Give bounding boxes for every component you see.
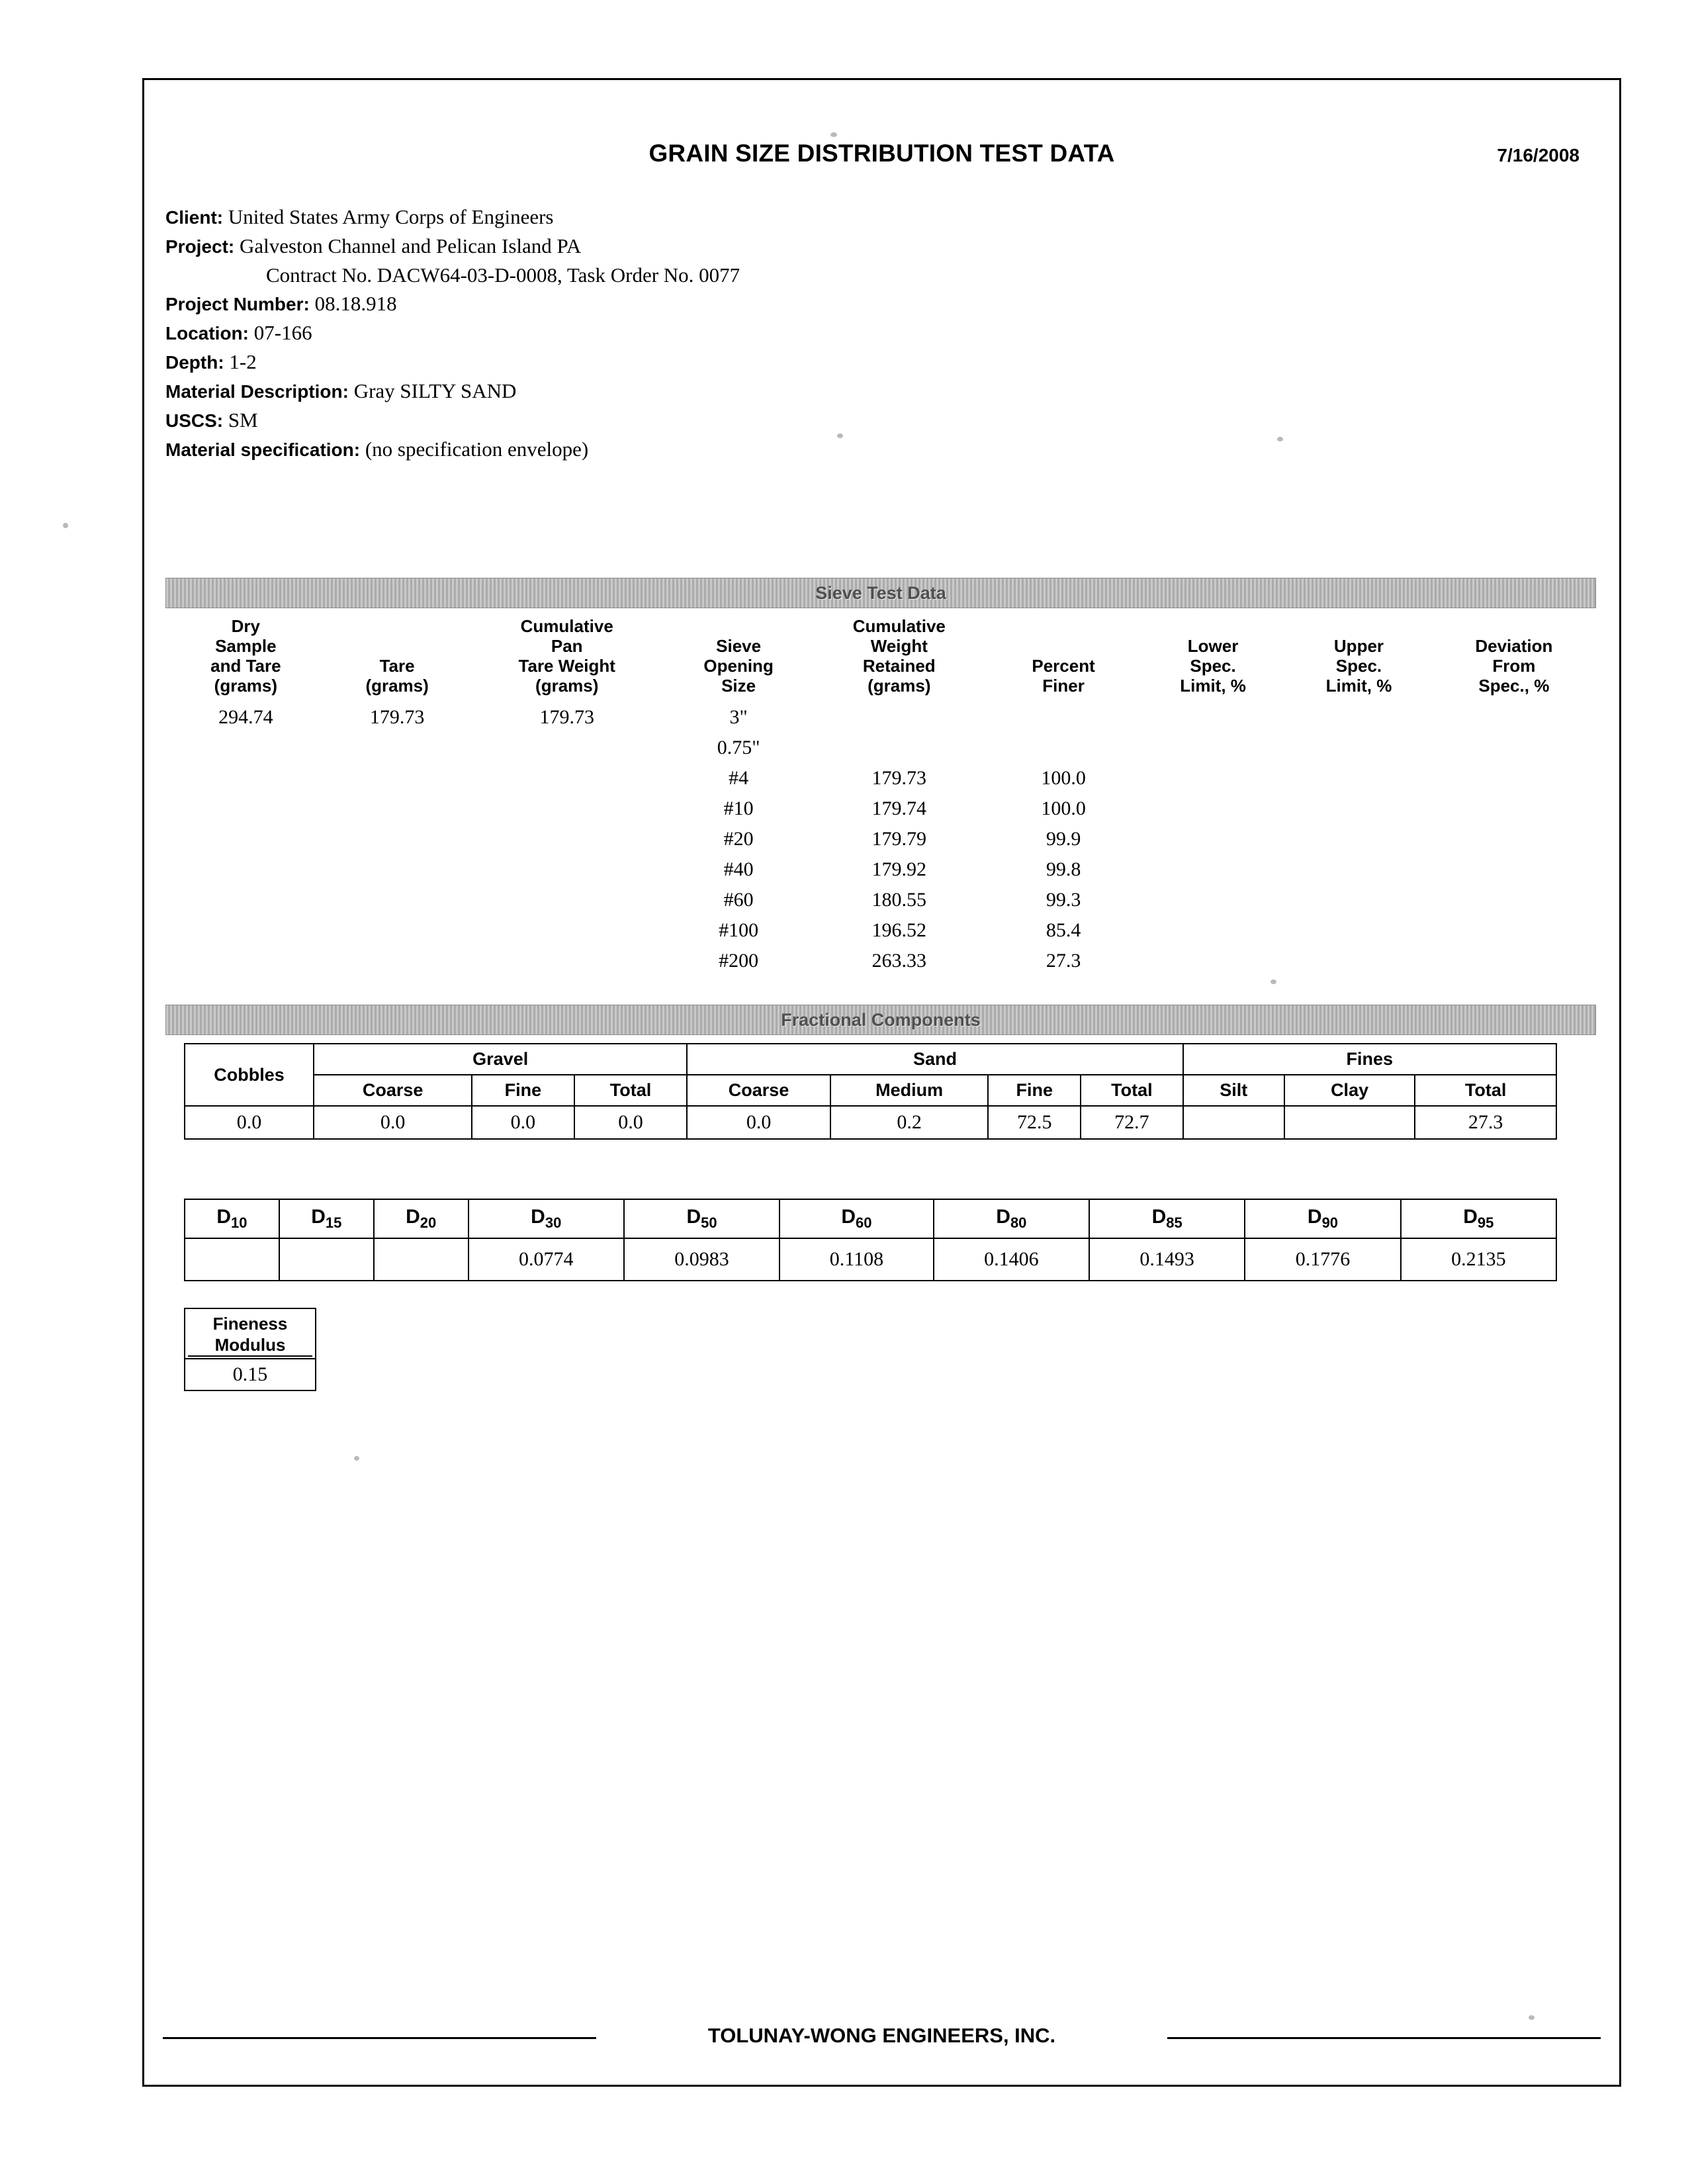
value-sand-total: 72.7 <box>1081 1106 1183 1139</box>
client-value: United States Army Corps of Engineers <box>228 205 554 228</box>
d-subscript: 50 <box>701 1214 717 1231</box>
cell-sieve: 0.75" <box>717 737 760 758</box>
cell-cum-pan <box>468 763 666 794</box>
d-subscript: 95 <box>1477 1214 1494 1231</box>
value-cobbles: 0.0 <box>185 1106 314 1139</box>
cell-deviation <box>1432 946 1596 976</box>
material-description-label: Material Description: <box>165 381 349 402</box>
table-row <box>165 733 1596 763</box>
cell-cum-weight <box>811 733 987 763</box>
cell-cum-weight <box>811 702 987 733</box>
project-line <box>165 232 1290 261</box>
hdr-text: Weight <box>870 636 928 656</box>
fineness-label-line1: Fineness <box>212 1314 288 1334</box>
scan-speck <box>1277 437 1283 441</box>
depth-value: 1-2 <box>229 350 257 373</box>
col-cumulative-weight-retained <box>811 616 987 702</box>
cell-upper <box>1286 824 1431 854</box>
header-d10 <box>185 1199 279 1238</box>
value-d30: 0.0774 <box>468 1238 624 1281</box>
header-d85 <box>1089 1199 1245 1238</box>
header-gravel-coarse: Coarse <box>314 1075 472 1106</box>
col-tare <box>326 616 468 702</box>
value-gravel-fine: 0.0 <box>472 1106 574 1139</box>
value-fines-silt <box>1183 1106 1284 1139</box>
cell-dry-sample <box>165 794 326 824</box>
project-contract-line <box>165 261 1290 289</box>
hdr-text: (grams) <box>868 676 931 696</box>
uscs-line <box>165 406 1290 435</box>
d-letter: D <box>406 1206 420 1228</box>
header-sand: Sand <box>687 1044 1182 1075</box>
cell-deviation <box>1432 885 1596 915</box>
cell-lower <box>1140 854 1286 885</box>
fractional-components-table <box>184 1043 1557 1140</box>
header-gravel: Gravel <box>314 1044 687 1075</box>
client-label: Client: <box>165 207 224 228</box>
table-row <box>185 1238 1556 1281</box>
cell-upper <box>1286 915 1431 946</box>
cell-percent-finer: 85.4 <box>1046 919 1081 941</box>
cell-dry-sample <box>165 733 326 763</box>
hdr-text: Opening <box>703 656 774 676</box>
col-upper-spec-limit <box>1286 616 1431 702</box>
cell-sieve: #4 <box>729 767 749 789</box>
cell-dry-sample <box>165 763 326 794</box>
hdr-text: From <box>1492 656 1536 676</box>
cell-lower <box>1140 794 1286 824</box>
material-description-value: Gray SILTY SAND <box>353 379 517 402</box>
table-row <box>165 946 1596 976</box>
sieve-test-data-band-label: Sieve Test Data <box>815 583 946 603</box>
cell-upper <box>1286 702 1431 733</box>
hdr-text: (grams) <box>365 676 429 696</box>
table-row <box>165 824 1596 854</box>
header-d90 <box>1245 1199 1400 1238</box>
scan-speck <box>1529 2015 1535 2020</box>
cell-lower <box>1140 733 1286 763</box>
cell-tare <box>326 794 468 824</box>
value-gravel-total: 0.0 <box>574 1106 688 1139</box>
cell-cum-pan <box>468 946 666 976</box>
sieve-test-data-table <box>165 616 1596 976</box>
value-fines-clay <box>1284 1106 1415 1139</box>
hdr-text: Spec. <box>1335 656 1382 676</box>
scan-speck <box>1270 979 1276 984</box>
d-letter: D <box>1151 1206 1167 1228</box>
table-row <box>165 915 1596 946</box>
header-sand-coarse: Coarse <box>687 1075 830 1106</box>
fineness-modulus-table <box>184 1308 316 1391</box>
scan-speck <box>354 1456 359 1461</box>
value-d20 <box>374 1238 468 1281</box>
hdr-text: (grams) <box>535 676 599 696</box>
cell-cum-weight: 263.33 <box>871 950 927 972</box>
fractional-components-band <box>165 1005 1596 1035</box>
value-d85: 0.1493 <box>1089 1238 1245 1281</box>
cell-dry-sample <box>165 854 326 885</box>
table-row <box>185 1359 316 1390</box>
value-d50: 0.0983 <box>624 1238 780 1281</box>
cell-upper <box>1286 854 1431 885</box>
d-letter: D <box>686 1206 701 1228</box>
cell-cum-pan <box>468 915 666 946</box>
project-number-value: 08.18.918 <box>314 292 397 315</box>
cell-tare <box>326 946 468 976</box>
d-letter: D <box>996 1206 1010 1228</box>
hdr-text: Limit, % <box>1325 676 1392 696</box>
d-subscript: 30 <box>545 1214 562 1231</box>
hdr-text: Sieve <box>716 636 762 656</box>
cell-cum-pan: 179.73 <box>539 706 594 728</box>
cell-upper <box>1286 946 1431 976</box>
cell-percent-finer: 27.3 <box>1046 950 1081 972</box>
value-d90: 0.1776 <box>1245 1238 1400 1281</box>
hdr-text: Tare Weight <box>518 656 615 676</box>
header-d50 <box>624 1199 780 1238</box>
hdr-text: Finer <box>1042 676 1085 696</box>
header-d60 <box>780 1199 933 1238</box>
cell-tare <box>326 885 468 915</box>
hdr-text: Cumulative <box>852 616 946 636</box>
hdr-text: and Tare <box>210 656 281 676</box>
d-letter: D <box>311 1206 326 1228</box>
cell-cum-weight: 179.74 <box>871 797 927 819</box>
contract-value: Contract No. DACW64-03-D-0008, Task Order No. 0077 <box>266 263 740 287</box>
table-row <box>165 854 1596 885</box>
d-subscript: 10 <box>231 1214 247 1231</box>
cell-lower <box>1140 702 1286 733</box>
report-date: 7/16/2008 <box>1497 145 1580 165</box>
cell-lower <box>1140 915 1286 946</box>
col-lower-spec-limit <box>1140 616 1286 702</box>
frac-group-header-row <box>185 1044 1556 1075</box>
cell-sieve: #20 <box>723 828 754 850</box>
hdr-text: Sample <box>215 636 277 656</box>
fineness-label-line2: Modulus <box>188 1334 312 1357</box>
cell-percent-finer: 99.8 <box>1046 858 1081 880</box>
frac-sub-header-row <box>185 1075 1556 1106</box>
header-sand-fine: Fine <box>988 1075 1081 1106</box>
page-footer <box>144 2024 1619 2050</box>
cell-dry-sample <box>165 915 326 946</box>
value-sand-medium: 0.2 <box>830 1106 989 1139</box>
header-fines-total: Total <box>1415 1075 1556 1106</box>
cell-upper <box>1286 733 1431 763</box>
d-letter: D <box>1307 1206 1322 1228</box>
material-specification-line <box>165 435 1290 464</box>
value-d15 <box>279 1238 374 1281</box>
header-info-block <box>165 203 1290 464</box>
cell-sieve: #60 <box>723 889 754 911</box>
hdr-text: Limit, % <box>1180 676 1246 696</box>
col-sieve-opening-size <box>666 616 811 702</box>
cell-lower <box>1140 763 1286 794</box>
value-d95: 0.2135 <box>1401 1238 1556 1281</box>
table-row <box>165 794 1596 824</box>
value-sand-fine: 72.5 <box>988 1106 1081 1139</box>
header-cobbles: Cobbles <box>185 1044 314 1106</box>
cell-cum-pan <box>468 854 666 885</box>
cell-tare <box>326 854 468 885</box>
hdr-text: Pan <box>551 636 583 656</box>
header-d20 <box>374 1199 468 1238</box>
project-label: Project: <box>165 236 235 257</box>
hdr-text: Spec., % <box>1478 676 1550 696</box>
cell-cum-weight: 179.79 <box>871 828 927 850</box>
cell-dry-sample <box>165 946 326 976</box>
d-letter: D <box>531 1206 545 1228</box>
cell-cum-pan <box>468 885 666 915</box>
d-subscript: 60 <box>856 1214 872 1231</box>
cell-tare <box>326 915 468 946</box>
value-sand-coarse: 0.0 <box>687 1106 830 1139</box>
value-fines-total: 27.3 <box>1415 1106 1556 1139</box>
header-fineness-modulus <box>185 1308 316 1359</box>
cell-upper <box>1286 885 1431 915</box>
scan-speck <box>63 523 68 528</box>
project-value: Galveston Channel and Pelican Island PA <box>240 234 582 257</box>
d-letter: D <box>216 1206 232 1228</box>
value-d60: 0.1108 <box>780 1238 933 1281</box>
material-specification-label: Material specification: <box>165 439 361 460</box>
cell-cum-weight: 179.92 <box>871 858 927 880</box>
cell-deviation <box>1432 794 1596 824</box>
cell-cum-weight: 196.52 <box>871 919 927 941</box>
cell-cum-pan <box>468 733 666 763</box>
cell-deviation <box>1432 824 1596 854</box>
cell-percent-finer: 100.0 <box>1041 797 1086 819</box>
cell-percent-finer: 100.0 <box>1041 767 1086 789</box>
location-line <box>165 318 1290 347</box>
header-d95 <box>1401 1199 1556 1238</box>
table-row <box>165 885 1596 915</box>
cell-percent-finer <box>987 733 1140 763</box>
project-number-line <box>165 289 1290 318</box>
hdr-text: Dry <box>231 616 261 636</box>
col-cumulative-pan-tare-weight <box>468 616 666 702</box>
cell-deviation <box>1432 702 1596 733</box>
cell-upper <box>1286 763 1431 794</box>
cell-percent-finer: 99.3 <box>1046 889 1081 911</box>
header-d30 <box>468 1199 624 1238</box>
hdr-text: Retained <box>862 656 936 676</box>
col-deviation-from-spec <box>1432 616 1596 702</box>
report-page <box>142 78 1621 2087</box>
d-letter: D <box>1463 1206 1478 1228</box>
header-sand-total: Total <box>1081 1075 1183 1106</box>
cell-cum-weight: 180.55 <box>871 889 927 911</box>
hdr-text: Tare <box>379 656 415 676</box>
value-d10 <box>185 1238 279 1281</box>
cell-sieve: 3" <box>729 706 748 728</box>
cell-dry-sample <box>165 824 326 854</box>
cell-deviation <box>1432 915 1596 946</box>
material-description-line <box>165 377 1290 406</box>
d-subscript: 15 <box>325 1214 342 1231</box>
footer-company-name: TOLUNAY-WONG ENGINEERS, INC. <box>707 2024 1056 2047</box>
scan-speck <box>837 433 843 438</box>
hdr-text: (grams) <box>214 676 278 696</box>
d-subscript: 20 <box>420 1214 437 1231</box>
header-d15 <box>279 1199 374 1238</box>
cell-dry-sample: 294.74 <box>218 706 273 728</box>
d-subscript: 90 <box>1321 1214 1339 1231</box>
header-d80 <box>934 1199 1089 1238</box>
uscs-value: SM <box>228 408 258 432</box>
value-gravel-coarse: 0.0 <box>314 1106 472 1139</box>
table-row <box>165 702 1596 733</box>
hdr-text: Cumulative <box>520 616 613 636</box>
cell-dry-sample <box>165 885 326 915</box>
header-sand-medium: Medium <box>830 1075 989 1106</box>
cell-tare <box>326 763 468 794</box>
page-title: GRAIN SIZE DISTRIBUTION TEST DATA <box>648 140 1115 167</box>
cell-upper <box>1286 794 1431 824</box>
hdr-text: Upper <box>1333 636 1384 656</box>
sieve-table-header-row <box>165 616 1596 702</box>
cell-percent-finer <box>987 702 1140 733</box>
d-values-header-row <box>185 1199 1556 1238</box>
location-value: 07-166 <box>253 321 312 344</box>
value-d80: 0.1406 <box>934 1238 1089 1281</box>
fineness-modulus-header-row <box>185 1308 316 1359</box>
cell-deviation <box>1432 733 1596 763</box>
cell-deviation <box>1432 763 1596 794</box>
hdr-text: Percent <box>1032 656 1095 676</box>
cell-lower <box>1140 885 1286 915</box>
depth-line <box>165 347 1290 377</box>
cell-cum-pan <box>468 794 666 824</box>
cell-lower <box>1140 946 1286 976</box>
material-specification-value: (no specification envelope) <box>365 437 589 461</box>
table-row <box>185 1106 1556 1139</box>
cell-tare: 179.73 <box>369 706 425 728</box>
cell-percent-finer: 99.9 <box>1046 828 1081 850</box>
d-subscript: 80 <box>1010 1214 1027 1231</box>
uscs-label: USCS: <box>165 410 224 431</box>
header-gravel-fine: Fine <box>472 1075 574 1106</box>
cell-sieve: #40 <box>723 858 754 880</box>
col-dry-sample-and-tare <box>165 616 326 702</box>
fractional-components-band-label: Fractional Components <box>781 1010 981 1030</box>
header-fines-silt: Silt <box>1183 1075 1284 1106</box>
header-fines-clay: Clay <box>1284 1075 1415 1106</box>
table-row <box>165 763 1596 794</box>
hdr-text: Spec. <box>1190 656 1236 676</box>
scan-speck <box>830 132 837 137</box>
d-letter: D <box>841 1206 856 1228</box>
cell-tare <box>326 733 468 763</box>
cell-deviation <box>1432 854 1596 885</box>
header-gravel-total: Total <box>574 1075 688 1106</box>
cell-cum-pan <box>468 824 666 854</box>
project-number-label: Project Number: <box>165 294 310 314</box>
client-line <box>165 203 1290 232</box>
header-fines: Fines <box>1183 1044 1556 1075</box>
col-percent-finer <box>987 616 1140 702</box>
d-subscript: 85 <box>1166 1214 1182 1231</box>
cell-sieve: #10 <box>723 797 754 819</box>
cell-sieve: #200 <box>719 950 759 972</box>
depth-label: Depth: <box>165 352 224 373</box>
cell-sieve: #100 <box>719 919 759 941</box>
sieve-test-data-band <box>165 578 1596 608</box>
value-fineness-modulus: 0.15 <box>185 1359 316 1390</box>
d-values-table <box>184 1199 1557 1281</box>
cell-tare <box>326 824 468 854</box>
location-label: Location: <box>165 323 249 343</box>
cell-cum-weight: 179.73 <box>871 767 927 789</box>
cell-lower <box>1140 824 1286 854</box>
hdr-text: Lower <box>1187 636 1239 656</box>
hdr-text: Deviation <box>1475 636 1553 656</box>
hdr-text: Size <box>721 676 756 696</box>
